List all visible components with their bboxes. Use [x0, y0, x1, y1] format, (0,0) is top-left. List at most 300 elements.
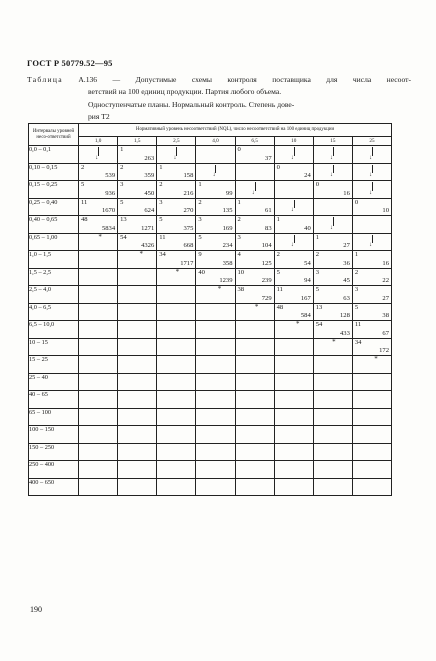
sample-size: 24	[304, 172, 311, 179]
sample-size: 125	[261, 259, 272, 267]
empty-cell	[313, 373, 352, 391]
acceptance-number: 1	[237, 198, 241, 206]
sample-size: 624	[144, 207, 155, 214]
no-plan-cell	[79, 233, 118, 251]
acceptance-number: 48	[81, 216, 88, 223]
column-header-nql: 1,0	[79, 137, 118, 146]
table-row	[29, 303, 392, 321]
nonconformity-interval: 100 – 150	[29, 426, 79, 444]
row-header: Интервалы уровней несо-ответствий	[29, 124, 79, 146]
plan-cell	[196, 216, 235, 234]
acceptance-number: 2	[198, 198, 202, 206]
column-header-nql: 2,5	[157, 137, 196, 146]
arrow-shaft	[294, 200, 295, 209]
caption-line: А.136 — Допустимые схемы контроля поставщика для числа несоот-	[78, 75, 412, 84]
plan-cell	[157, 251, 196, 269]
acceptance-number: 5	[315, 286, 320, 293]
empty-cell	[235, 321, 274, 339]
acceptance-number: 34	[354, 338, 362, 346]
plan-cell	[157, 198, 196, 216]
nonconformity-interval: 10 – 15	[29, 338, 79, 356]
sample-size: 263	[144, 154, 155, 162]
empty-cell	[79, 443, 118, 461]
nonconformity-interval: 1,0 – 1,5	[29, 251, 79, 269]
sample-size: 37	[265, 154, 272, 162]
empty-cell	[196, 373, 235, 391]
table-row	[29, 408, 392, 426]
sample-size: 729	[261, 294, 272, 302]
table-caption	[27, 74, 411, 123]
sample-size: 63	[343, 294, 350, 302]
sample-size: 216	[183, 189, 194, 197]
nonconformity-interval: 0,65 – 1,00	[29, 233, 79, 251]
sample-size: 433	[339, 329, 350, 337]
empty-cell	[157, 286, 196, 304]
empty-cell	[352, 408, 391, 426]
acceptance-number: 0	[276, 163, 280, 171]
star-mark: *	[295, 320, 300, 328]
nonconformity-interval: 15 – 25	[29, 356, 79, 374]
empty-cell	[157, 356, 196, 374]
arrow-shaft	[372, 182, 373, 191]
arrow-shaft	[294, 147, 295, 156]
empty-cell	[157, 321, 196, 339]
sample-size: 54	[304, 259, 311, 267]
acceptance-number: 2	[120, 163, 124, 171]
acceptance-number: 40	[198, 268, 205, 276]
sample-size: 450	[144, 189, 155, 197]
caption-line: Одноступенчатые планы. Нормальный контроль. Степень дове-	[88, 99, 295, 109]
empty-cell	[79, 478, 118, 496]
plan-cell	[79, 216, 118, 234]
arrow-head: ↓	[212, 172, 216, 178]
empty-cell	[274, 373, 313, 391]
acceptance-number: 0	[315, 181, 320, 188]
sample-size: 172	[379, 347, 389, 354]
acceptance-number: 3	[198, 216, 202, 223]
sample-size: 38	[382, 312, 389, 319]
sample-size: 539	[105, 172, 116, 179]
nonconformity-interval: 400 – 650	[29, 478, 79, 496]
plan-cell	[274, 251, 313, 269]
empty-cell	[157, 373, 196, 391]
acceptance-number: 10	[237, 268, 245, 276]
empty-cell	[313, 426, 352, 444]
empty-cell	[157, 478, 196, 496]
table-row	[29, 426, 392, 444]
acceptance-number: 54	[315, 321, 323, 328]
arrow-head: ↓	[368, 172, 372, 178]
acceptance-number: 0	[237, 146, 241, 153]
empty-cell	[79, 286, 118, 304]
acceptance-number: 1	[120, 146, 124, 153]
empty-cell	[235, 408, 274, 426]
star-mark: *	[254, 302, 259, 311]
use-plan-below-cell	[352, 181, 391, 199]
empty-cell	[313, 478, 352, 496]
column-header-nql: 10	[274, 137, 313, 146]
nonconformity-interval: 150 – 250	[29, 443, 79, 461]
empty-cell	[196, 303, 235, 321]
plan-cell	[313, 321, 352, 339]
empty-cell	[274, 478, 313, 496]
empty-cell	[79, 408, 118, 426]
sample-size: 27	[382, 294, 389, 302]
empty-cell	[274, 426, 313, 444]
acceptance-number: 34	[159, 251, 166, 258]
empty-cell	[118, 426, 157, 444]
table-row	[29, 233, 392, 251]
plan-cell	[157, 233, 196, 251]
plan-cell	[79, 163, 118, 181]
empty-cell	[235, 373, 274, 391]
empty-cell	[235, 391, 274, 409]
empty-cell	[196, 443, 235, 461]
plan-cell	[352, 198, 391, 216]
sampling-schemes-table	[28, 123, 392, 496]
acceptance-number: 1	[159, 163, 163, 171]
use-plan-below-cell	[352, 163, 391, 181]
empty-cell	[118, 461, 157, 479]
empty-cell	[274, 356, 313, 374]
arrow-head: ↓	[173, 154, 177, 161]
plan-cell	[313, 268, 352, 286]
acceptance-number: 48	[276, 303, 284, 311]
nonconformity-interval: 40 – 65	[29, 391, 79, 409]
acceptance-number: 1	[315, 233, 320, 241]
empty-cell	[196, 338, 235, 356]
star-mark: *	[374, 355, 378, 363]
use-plan-below-cell	[157, 146, 196, 164]
empty-cell	[235, 338, 274, 356]
nonconformity-interval: 0,0 – 0,1	[29, 146, 79, 164]
no-plan-cell	[235, 303, 274, 321]
column-header-nql: 1,5	[118, 137, 157, 146]
empty-cell	[79, 338, 118, 356]
empty-cell	[157, 303, 196, 321]
acceptance-number: 3	[237, 233, 241, 241]
empty-cell	[235, 426, 274, 444]
arrow-head: ↓	[368, 154, 372, 161]
nonconformity-interval: 0,15 – 0,25	[29, 181, 79, 199]
nql-header: Нормативный уровень несоответствий (NQL), число несоответствий на 100 единиц продукции	[79, 124, 392, 137]
empty-cell	[79, 356, 118, 374]
nonconformity-interval: 65 – 100	[29, 408, 79, 426]
empty-cell	[196, 321, 235, 339]
sample-size: 668	[183, 242, 194, 249]
plan-cell	[313, 286, 352, 304]
arrow-shaft	[372, 165, 373, 174]
empty-cell	[79, 268, 118, 286]
sample-size: 375	[183, 224, 194, 232]
column-header-nql: 4,0	[196, 137, 235, 146]
sample-size: 22	[382, 277, 389, 284]
plan-cell	[313, 181, 352, 199]
sample-size: 61	[265, 207, 272, 214]
empty-cell	[313, 198, 352, 216]
plan-cell	[352, 251, 391, 269]
sample-size: 67	[382, 329, 389, 337]
plan-cell	[157, 181, 196, 199]
star-mark: *	[217, 285, 222, 293]
table-row	[29, 286, 392, 304]
empty-cell	[313, 356, 352, 374]
nonconformity-interval: 4,0 – 6,5	[29, 303, 79, 321]
empty-cell	[157, 443, 196, 461]
use-plan-below-cell	[79, 146, 118, 164]
sample-size: 83	[265, 224, 272, 232]
empty-cell	[196, 356, 235, 374]
empty-cell	[196, 408, 235, 426]
acceptance-number: 38	[237, 286, 245, 293]
use-plan-below-cell	[196, 163, 235, 181]
empty-cell	[235, 461, 274, 479]
acceptance-number: 11	[354, 321, 362, 328]
nonconformity-interval: 250 – 400	[29, 461, 79, 479]
acceptance-number: 3	[315, 268, 320, 276]
acceptance-number: 5	[120, 198, 124, 206]
table-row	[29, 163, 392, 181]
plan-cell	[313, 251, 352, 269]
empty-cell	[118, 478, 157, 496]
empty-cell	[118, 373, 157, 391]
acceptance-number: 11	[159, 233, 166, 241]
column-header-nql: 15	[313, 137, 352, 146]
arrow-head: ↓	[290, 242, 294, 248]
sample-size: 239	[261, 277, 272, 284]
acceptance-number: 5	[159, 216, 163, 223]
caption-line: ветствий на 100 единиц продукции. Партия любого объема.	[88, 87, 282, 97]
plan-cell	[157, 216, 196, 234]
sample-size: 358	[222, 259, 233, 267]
use-plan-below-cell	[352, 146, 391, 164]
acceptance-number: 4	[237, 251, 241, 258]
nonconformity-interval: 0,40 – 0,65	[29, 216, 79, 234]
table-row	[29, 391, 392, 409]
acceptance-number: 1	[354, 251, 359, 258]
sample-size: 1717	[180, 259, 194, 267]
plan-cell	[352, 338, 391, 356]
sample-size: 5834	[101, 224, 116, 232]
sample-size: 27	[343, 242, 350, 249]
plan-cell	[274, 163, 313, 181]
no-plan-cell	[196, 286, 235, 304]
acceptance-number: 13	[120, 216, 127, 223]
arrow-head: ↓	[329, 172, 333, 178]
sample-size: 4326	[141, 242, 155, 249]
plan-cell	[118, 216, 157, 234]
plan-cell	[118, 233, 157, 251]
sample-size: 16	[343, 189, 350, 197]
arrow-shaft	[372, 147, 373, 156]
plan-cell	[274, 286, 313, 304]
use-plan-below-cell	[235, 181, 274, 199]
sample-size: 36	[343, 259, 350, 267]
acceptance-number: 2	[315, 251, 320, 258]
star-mark: *	[98, 232, 102, 241]
sample-size: 10	[382, 207, 389, 214]
plan-cell	[235, 251, 274, 269]
column-header-nql: 6,5	[235, 137, 274, 146]
column-header-nql: 25	[352, 137, 391, 146]
plan-cell	[274, 268, 313, 286]
empty-cell	[79, 391, 118, 409]
empty-cell	[235, 163, 274, 181]
arrow-head: ↓	[290, 154, 294, 161]
page-number: 190	[30, 605, 42, 614]
star-mark: *	[175, 267, 180, 276]
arrow-shaft	[294, 235, 295, 244]
acceptance-number: 3	[159, 198, 163, 206]
empty-cell	[235, 443, 274, 461]
acceptance-number: 5	[276, 268, 280, 276]
use-plan-below-cell	[313, 163, 352, 181]
sample-size: 40	[304, 224, 311, 232]
sample-size: 16	[382, 259, 389, 267]
arrow-head: ↓	[251, 189, 255, 196]
sample-size: 94	[304, 277, 311, 284]
star-mark: *	[332, 337, 336, 346]
sample-size: 135	[222, 207, 233, 214]
plan-cell	[313, 303, 352, 321]
use-plan-below-cell	[352, 233, 391, 251]
arrow-head: ↓	[329, 154, 333, 161]
sample-size: 1670	[101, 207, 116, 214]
table-row	[29, 181, 392, 199]
acceptance-number: 2	[159, 181, 163, 188]
empty-cell	[118, 443, 157, 461]
plan-cell	[313, 233, 352, 251]
empty-cell	[352, 216, 391, 234]
acceptance-number: 5	[354, 303, 359, 311]
table-row	[29, 146, 392, 164]
empty-cell	[118, 303, 157, 321]
acceptance-number: 54	[120, 233, 127, 241]
acceptance-number: 1	[276, 216, 280, 223]
empty-cell	[352, 373, 391, 391]
use-plan-below-cell	[313, 146, 352, 164]
arrow-shaft	[215, 165, 216, 174]
plan-cell	[118, 198, 157, 216]
arrow-shaft	[255, 182, 256, 191]
no-plan-cell	[157, 268, 196, 286]
nonconformity-interval: 0,25 – 0,40	[29, 198, 79, 216]
nonconformity-interval: 6,5 – 10,0	[29, 321, 79, 339]
empty-cell	[196, 478, 235, 496]
empty-cell	[274, 408, 313, 426]
plan-cell	[274, 216, 313, 234]
acceptance-number: 1	[198, 181, 202, 188]
empty-cell	[235, 356, 274, 374]
empty-cell	[118, 268, 157, 286]
empty-cell	[79, 373, 118, 391]
empty-cell	[313, 461, 352, 479]
empty-cell	[313, 408, 352, 426]
plan-cell	[235, 198, 274, 216]
arrow-head: ↓	[368, 242, 372, 248]
plan-cell	[235, 268, 274, 286]
use-plan-below-cell	[274, 146, 313, 164]
table-row	[29, 321, 392, 339]
arrow-head: ↓	[329, 224, 333, 231]
sample-size: 104	[261, 242, 272, 249]
empty-cell	[118, 391, 157, 409]
empty-cell	[79, 251, 118, 269]
empty-cell	[157, 426, 196, 444]
empty-cell	[196, 146, 235, 164]
acceptance-number: 2	[237, 216, 241, 223]
plan-cell	[235, 216, 274, 234]
acceptance-number: 5	[198, 233, 202, 241]
standard-designation: ГОСТ Р 50779.52—95	[27, 58, 113, 68]
plan-cell	[352, 268, 391, 286]
arrow-shaft	[333, 147, 334, 156]
table-row	[29, 251, 392, 269]
empty-cell	[352, 461, 391, 479]
empty-cell	[157, 391, 196, 409]
table-row	[29, 373, 392, 391]
sample-size: 167	[300, 294, 311, 302]
empty-cell	[157, 338, 196, 356]
acceptance-number: 2	[276, 251, 280, 258]
table-row	[29, 461, 392, 479]
empty-cell	[352, 426, 391, 444]
empty-cell	[352, 478, 391, 496]
table-row	[29, 443, 392, 461]
empty-cell	[274, 391, 313, 409]
empty-cell	[196, 391, 235, 409]
table-row	[29, 478, 392, 496]
empty-cell	[196, 461, 235, 479]
sample-size: 234	[222, 242, 233, 249]
sample-size: 45	[343, 277, 350, 284]
empty-cell	[274, 338, 313, 356]
plan-cell	[352, 321, 391, 339]
empty-cell	[274, 181, 313, 199]
nonconformity-interval: 0,10 – 0,15	[29, 163, 79, 181]
acceptance-number: 11	[81, 198, 88, 206]
empty-cell	[79, 461, 118, 479]
use-plan-below-cell	[274, 233, 313, 251]
table-row	[29, 268, 392, 286]
empty-cell	[118, 338, 157, 356]
arrow-shaft	[333, 217, 334, 226]
plan-cell	[118, 181, 157, 199]
plan-cell	[352, 286, 391, 304]
table-row	[29, 338, 392, 356]
caption-line: рия Т2	[88, 111, 110, 121]
plan-cell	[196, 198, 235, 216]
nonconformity-interval: 25 – 40	[29, 373, 79, 391]
plan-cell	[274, 303, 313, 321]
no-plan-cell	[274, 321, 313, 339]
no-plan-cell	[313, 338, 352, 356]
empty-cell	[118, 321, 157, 339]
empty-cell	[118, 356, 157, 374]
empty-cell	[157, 408, 196, 426]
arrow-head: ↓	[95, 154, 99, 161]
table-row	[29, 356, 392, 374]
plan-cell	[196, 268, 235, 286]
empty-cell	[79, 303, 118, 321]
nonconformity-interval: 2,5 – 4,0	[29, 286, 79, 304]
star-mark: *	[139, 250, 143, 258]
empty-cell	[235, 478, 274, 496]
plan-cell	[118, 163, 157, 181]
empty-cell	[118, 286, 157, 304]
arrow-shaft	[333, 165, 334, 174]
acceptance-number: 0	[354, 198, 359, 206]
